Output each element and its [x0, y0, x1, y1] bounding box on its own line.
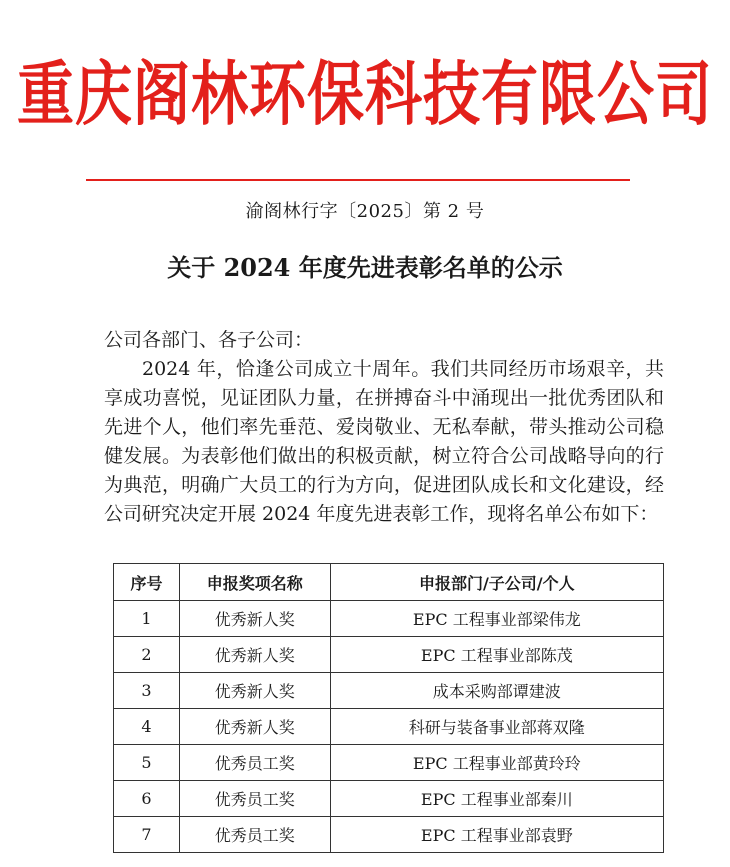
- row-recipient: EPC 工程事业部黄玲玲: [330, 745, 663, 781]
- row-index: 1: [114, 601, 180, 637]
- row-recipient: EPC 工程事业部梁伟龙: [330, 601, 663, 637]
- row-award: 优秀新人奖: [179, 673, 330, 709]
- table-row: [114, 601, 664, 637]
- row-award: 优秀新人奖: [179, 601, 330, 637]
- table-header-row: [114, 564, 664, 601]
- row-recipient: EPC 工程事业部袁野: [330, 817, 663, 853]
- row-recipient: 科研与装备事业部蒋双隆: [330, 709, 663, 745]
- table-row: [114, 745, 664, 781]
- document-title: 关于 2024 年度先进表彰名单的公示: [167, 253, 563, 282]
- table-row: [114, 817, 664, 853]
- document-body: [104, 326, 664, 529]
- row-award: 优秀新人奖: [179, 637, 330, 673]
- row-index: 3: [114, 673, 180, 709]
- row-index: 6: [114, 781, 180, 817]
- table-row: [114, 709, 664, 745]
- awards-table: [113, 563, 664, 853]
- row-award: 优秀员工奖: [179, 817, 330, 853]
- row-recipient: EPC 工程事业部陈茂: [330, 637, 663, 673]
- row-index: 2: [114, 637, 180, 673]
- company-letterhead: 重庆阁林环保科技有限公司: [17, 54, 713, 136]
- header-award: 申报奖项名称: [179, 564, 330, 601]
- row-index: 7: [114, 817, 180, 853]
- table-row: [114, 781, 664, 817]
- letterhead-divider: [86, 179, 630, 181]
- row-award: 优秀员工奖: [179, 745, 330, 781]
- row-index: 4: [114, 709, 180, 745]
- header-index: 序号: [114, 564, 180, 601]
- row-recipient: 成本采购部谭建波: [330, 673, 663, 709]
- table-row: [114, 637, 664, 673]
- document-number: 渝阁林行字〔2025〕第 2 号: [245, 201, 485, 222]
- row-award: 优秀员工奖: [179, 781, 330, 817]
- salutation: 公司各部门、各子公司：: [104, 329, 314, 351]
- row-recipient: EPC 工程事业部秦川: [330, 781, 663, 817]
- table-row: [114, 673, 664, 709]
- body-paragraph: 2024 年，恰逢公司成立十周年。我们共同经历市场艰辛，共享成功喜悦，见证团队力量，在拼搏奋斗中涌现出一批优秀团队和先进个人，他们率先垂范、爱岗敬业、无私奉献，带头推动公司稳健发展。为表彰他们做出的积极贡献，树立符合公司战略导向的行为典范，明确广大员工的行为方向，促进团队成长和文化建设，经公司研究决定开展 2024 年度先进表彰工作，现将名单公布如下：: [104, 358, 664, 525]
- row-index: 5: [114, 745, 180, 781]
- header-recipient: 申报部门/子公司/个人: [330, 564, 663, 601]
- row-award: 优秀新人奖: [179, 709, 330, 745]
